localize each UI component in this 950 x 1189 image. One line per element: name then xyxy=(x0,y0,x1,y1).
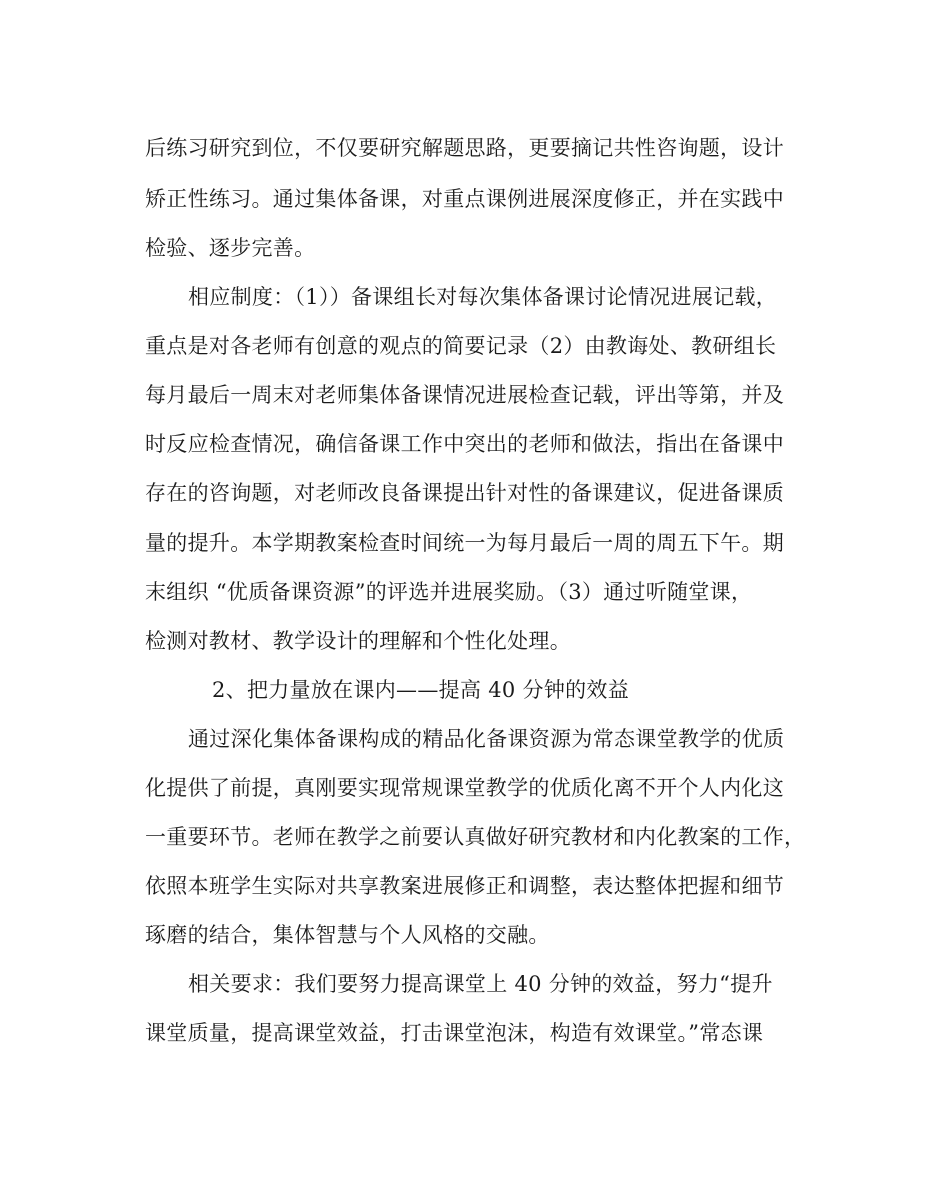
text-line-6: 每月最后一周末对老师集体备课情况进展检查记载，评出等第，并及 xyxy=(145,383,784,407)
text-line-4: 相应制度：（1））备课组长对每次集体备课讨论情况进展记载， xyxy=(188,285,778,309)
text-line-15: 一重要环节。老师在教学之前要认真做好研究教材和内化教案的工作， xyxy=(145,825,806,849)
text-line-7: 时反应检查情况，确信备课工作中突出的老师和做法，指出在备课中 xyxy=(145,432,784,456)
text-line-3: 检验、逐步完善。 xyxy=(145,236,316,260)
text-line-13: 通过深化集体备课构成的精品化备课资源为常态课堂教学的优质 xyxy=(188,727,785,751)
section-heading: 2、把力量放在课内——提高 40 分钟的效益 xyxy=(212,678,630,702)
text-line-2: 矫正性练习。通过集体备课，对重点课例进展深度修正，并在实践中 xyxy=(145,187,784,211)
text-line-14: 化提供了前提，真刚要实现常规课堂教学的优质化离不开个人内化这 xyxy=(145,776,784,800)
text-line-19: 课堂质量，提高课堂效益，打击课堂泡沫，构造有效课堂。”常态课 xyxy=(145,1021,764,1045)
text-line-8: 存在的咨询题，对老师改良备课提出针对性的备课建议，促进备课质 xyxy=(145,481,784,505)
text-line-17: 琢磨的结合，集体智慧与个人风格的交融。 xyxy=(145,923,550,947)
text-line-18: 相关要求：我们要努力提高课堂上 40 分钟的效益，努力“提升 xyxy=(188,972,773,996)
text-line-9: 量的提升。本学期教案检查时间统一为每月最后一周的周五下午。期 xyxy=(145,531,784,555)
text-line-5: 重点是对各老师有创意的观点的简要记录（2）由教诲处、教研组长 xyxy=(145,334,777,358)
text-line-11: 检测对教材、教学设计的理解和个性化处理。 xyxy=(145,629,571,653)
text-line-1: 后练习研究到位，不仅要研究解题思路，更要摘记共性咨询题，设计 xyxy=(145,136,784,160)
text-line-10: 末组织 “优质备课资源”的评选并进展奖励。（3）通过听随堂课， xyxy=(145,580,753,604)
text-line-16: 依照本班学生实际对共享教案进展修正和调整，表达整体把握和细节 xyxy=(145,874,784,898)
